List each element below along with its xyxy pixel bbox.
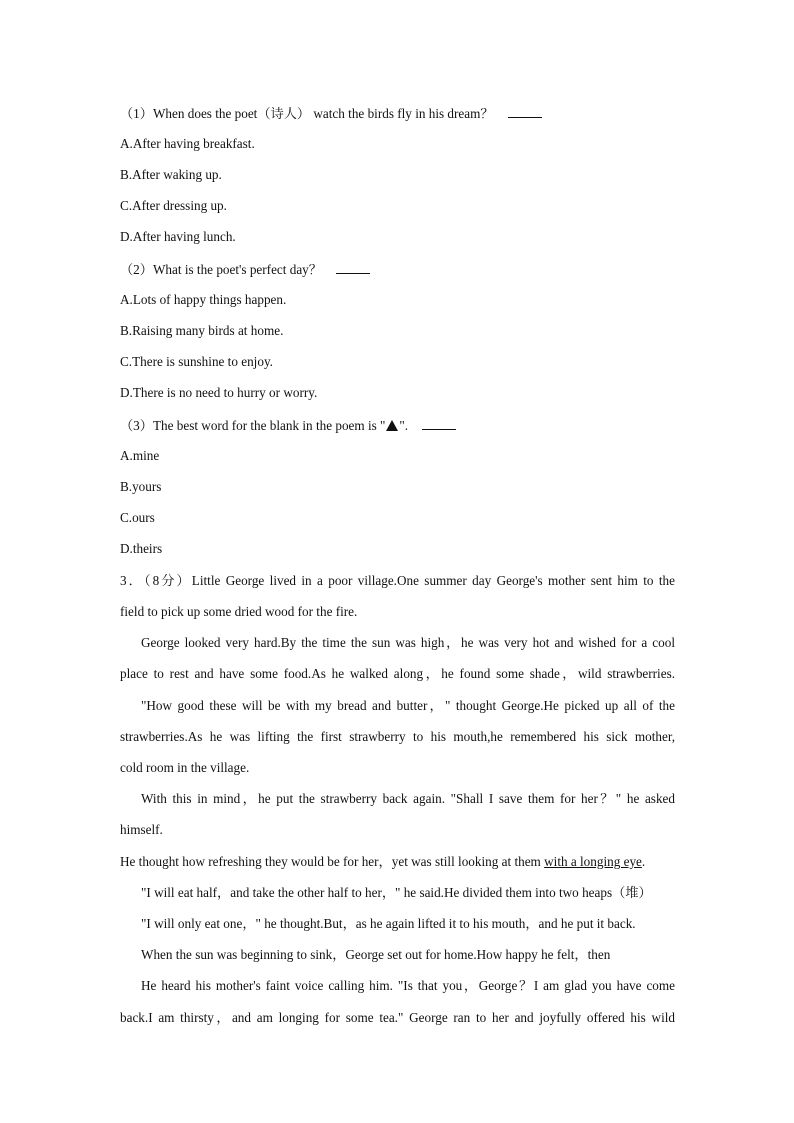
paragraph-5: "I will eat half，and take the other half to her，" he said.He divided them into two heaps（堆） <box>141 885 652 900</box>
paragraph-1-line-1: George looked very hard.By the time the sun was high，he was very hot and wished for a cool <box>141 635 675 650</box>
question-2-option-d: D.There is no need to hurry or worry. <box>120 385 318 400</box>
answer-blank-3[interactable] <box>422 417 456 430</box>
paragraph-8-line-2: back.I am thirsty，and am longing for some tea." George ran to her and joyfully offered his wild <box>120 1010 675 1025</box>
paragraph-3-line-2: himself. <box>120 822 163 837</box>
paragraph-4 <box>120 854 645 870</box>
question-3-text-after: ". <box>399 418 409 433</box>
question-3-stem <box>120 417 456 434</box>
triangle-icon <box>386 420 398 431</box>
paragraph-6: "I will only eat one，" he thought.But，as he again lifted it to his mouth，and he put it back. <box>141 916 636 931</box>
paragraph-2-line-2: strawberries.As he was lifting the first strawberry to his mouth,he remembered his sick mother, <box>120 729 675 744</box>
paragraph-7: When the sun was beginning to sink，George set out for home.How happy he felt，then <box>141 947 611 962</box>
passage-title-line-2: field to pick up some dried wood for the fire. <box>120 604 358 619</box>
passage-title-line-1: 3．（8分）Little George lived in a poor village.One summer day George's mother sent him to the <box>120 573 675 588</box>
question-1-option-b: B.After waking up. <box>120 167 222 182</box>
question-3-option-c: C.ours <box>120 510 155 525</box>
question-1-text: （1）When does the poet（诗人） watch the birds fly in his dream？ <box>120 106 494 121</box>
question-1-stem <box>120 105 542 122</box>
answer-blank-2[interactable] <box>336 261 370 274</box>
question-1-option-c: C.After dressing up. <box>120 198 227 213</box>
question-2-option-a: A.Lots of happy things happen. <box>120 292 287 307</box>
question-3-text-before: （3）The best word for the blank in the poem is " <box>120 418 386 433</box>
question-1-option-d: D.After having lunch. <box>120 229 236 244</box>
paragraph-4-text: He thought how refreshing they would be for her，yet was still looking at them <box>120 854 545 869</box>
question-3-option-a: A.mine <box>120 448 160 463</box>
question-3-option-b: B.yours <box>120 479 162 494</box>
paragraph-4-end: . <box>641 854 646 869</box>
question-2-stem <box>120 261 370 278</box>
paragraph-1-line-2: place to rest and have some food.As he walked along，he found some shade，wild strawberries. <box>120 666 675 681</box>
paragraph-2-line-1: "How good these will be with my bread and butter，" thought George.He picked up all of the <box>141 698 675 713</box>
underlined-phrase: with a longing eye <box>544 854 642 869</box>
question-2-option-b: B.Raising many birds at home. <box>120 323 284 338</box>
question-2-text: （2）What is the poet's perfect day？ <box>120 262 322 277</box>
paragraph-3-line-1: With this in mind，he put the strawberry back again. "Shall I save them for her？" he asked <box>141 791 675 806</box>
answer-blank-1[interactable] <box>508 105 542 118</box>
question-3-option-d: D.theirs <box>120 541 163 556</box>
question-2-option-c: C.There is sunshine to enjoy. <box>120 354 273 369</box>
question-1-option-a: A.After having breakfast. <box>120 136 255 151</box>
paragraph-2-line-3: cold room in the village. <box>120 760 250 775</box>
paragraph-8-line-1: He heard his mother's faint voice calling him. "Is that you，George？I am glad you have come <box>141 978 675 993</box>
